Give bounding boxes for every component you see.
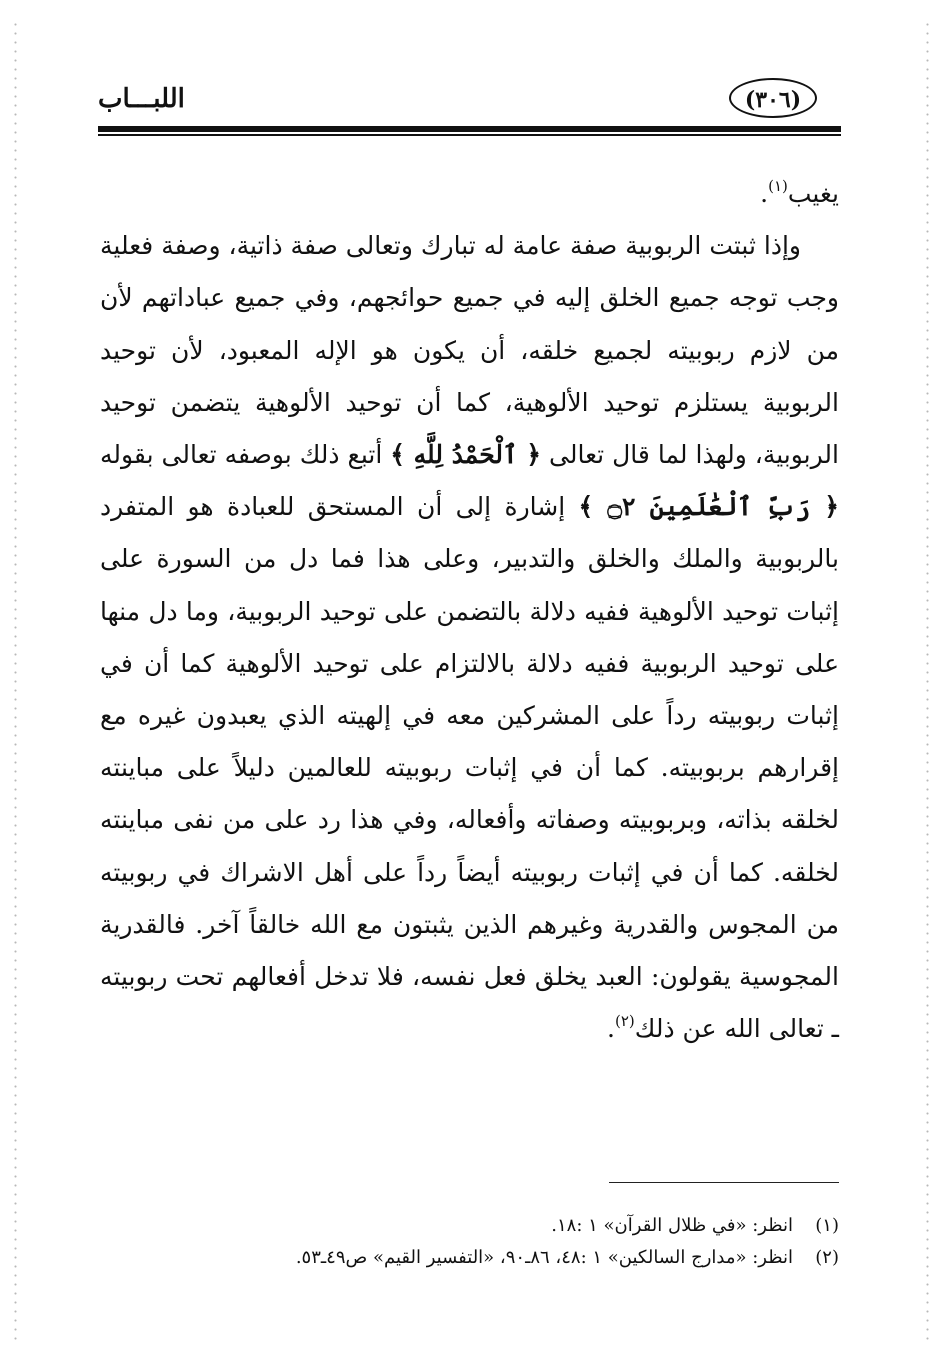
main-text [100,168,839,1055]
header-rule-thin [98,134,841,136]
page-number: (٣٠٦) [729,78,817,118]
running-header [98,78,841,126]
footnote-1 [100,1210,839,1242]
scan-margin-dots-right [926,20,929,1342]
footnotes [100,1210,839,1274]
footnote-text: انظر: «مدارج السالكين» ١ :٤٨، ٨٦ـ٩٠، «التفسير القيم» ص٤٩ـ٥٣. [295,1247,793,1268]
paragraph-2 [100,220,839,1055]
footnote-2 [100,1242,839,1274]
footnote-number: (٢) [815,1247,839,1268]
book-title: اللبـــاب [98,84,185,114]
footnote-ref-2: (٢) [615,1012,635,1031]
footnote-text: انظر: «في ظلال القرآن» ١ :١٨. [551,1215,793,1236]
footnote-ref-1: (١) [768,177,788,195]
paragraph-2-mid: أتبع ذلك بوصفه تعالى بقوله [100,440,383,470]
footnote-number: (١) [815,1215,839,1236]
scan-margin-dots-left [14,20,17,1342]
paragraph-1-text: يغيب [787,179,839,208]
paragraph-2-rest: إشارة إلى أن المستحق للعبادة هو المتفرد بالربوبية والملك والخلق والتدبير، وعلى هذا فما دل من السورة على إثبات توحيد الألوهية ففيه دلالة بالتضمن على توحيد الربوبية، وما دل منها على توحيد الربوبية ففيه دلالة بالالتزام على توحيد الألوهية كما أن في إثبات ربوبيته رداً على المشركين معه في إلهيته الذي يعبدون غيره مع إقرارهم بربوبيته. كما أن في إثبات ربوبيته للعالمين دليلاً على مباينته لخلقه بذاته، وبربوبيته وصفاته وأفعاله، وفي هذا رد على من نفى مباينته لخلقه. كما أن في إثبات ربوبيته أيضاً رداً على أهل الاشراك في ربوبيته من المجوس والقدرية وغيرهم الذين يثبتون مع الله خالقاً آخر. فالقدرية المجوسية يقولون: العبد يخلق فعل نفسه، فلا تدخل أفعالهم تحت ربوبيته ـ تعالى الله عن ذلك [100,492,839,1044]
paragraph-1-end: . [760,179,769,208]
quran-verse-1: ﴿ ٱلْحَمْدُ لِلَّهِ ﴾ [390,440,542,470]
paragraph-1 [100,168,839,220]
paragraph-2-end: . [607,1014,615,1044]
quran-verse-2: ﴿ رَبِّ ٱلْعَٰلَمِينَ ۝٢ ﴾ [578,492,839,522]
header-rule-thick [98,126,841,132]
footnote-separator [609,1182,839,1183]
paragraph-2-start: وإذا ثبتت الربوبية صفة عامة له تبارك وتعالى صفة ذاتية، وصفة فعلية وجب توجه جميع الخلق إليه في جميع حوائجهم، وفي جميع عباداتهم لأن من لازم ربوبيته لجميع خلقه، أن يكون هو الإله المعبود، لأن توحيد الربوبية يستلزم توحيد الألوهية، كما أن توحيد الألوهية يتضمن توحيد الربوبية، ولهذا لما قال تعالى [100,231,839,470]
